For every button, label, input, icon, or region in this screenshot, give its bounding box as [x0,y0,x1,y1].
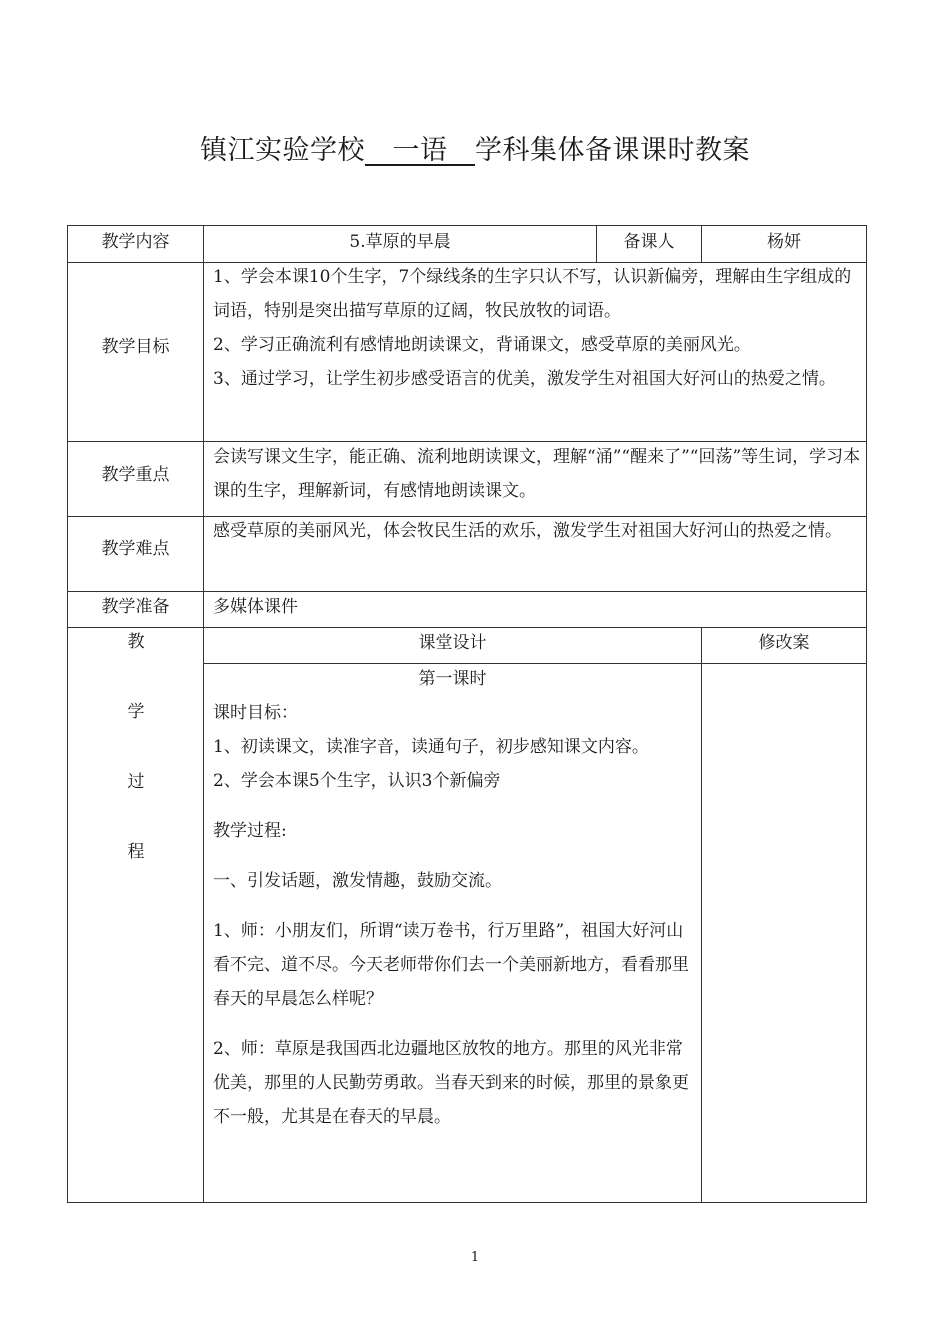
revision-header: 修改案 [758,633,810,653]
page-number: 1 [470,1250,480,1265]
process-label-char: 程 [127,842,145,862]
title-prefix: 镇江实验学校 [200,135,365,166]
title-suffix: 学科集体备课课时教案 [475,135,750,166]
step-heading: 一、引发话题，激发情趣，鼓励交流。 [213,871,502,891]
process-label-char: 过 [127,772,145,792]
objective-item: 2、学会本课5个生字，认识3个新偏旁 [213,771,501,791]
objective-item: 1、初读课文，读准字音，读通句子，初步感知课文内容。 [213,737,649,757]
teacher-paragraph: 1、师：小朋友们，所谓“读万卷书，行万里路”，祖国大好河山看不完、道不尽。今天老师带你们去一个美丽新地方，看看那里春天的早晨怎么样呢？ [213,921,689,1009]
goal-line: 3、通过学习，让学生初步感受语言的优美，激发学生对祖国大好河山的热爱之情。 [213,369,836,389]
goal-line: 1、学会本课10个生字，7个绿线条的生字只认不写，认识新偏旁，理解由生字组成的词语，特别是突出描写草原的辽阔，牧民放牧的词语。 [213,267,852,321]
preparer-label: 备课人 [623,232,675,252]
design-header: 课堂设计 [418,633,487,653]
lesson-body [213,696,695,1134]
difficulties-label: 教学难点 [101,539,170,559]
preparation-text: 多媒体课件 [213,597,298,617]
preparer-value: 杨妍 [767,232,801,252]
teacher-paragraph: 2、师：草原是我国西北边疆地区放牧的地方。那里的风光非常优美，那里的人民勤劳勇敢。当春天到来的时候，那里的景象更不一般，尤其是在春天的早晨。 [213,1039,689,1127]
content-value: 5.草原的早晨 [349,232,451,252]
process-label-char: 学 [127,702,145,722]
difficulties-text: 感受草原的美丽风光，体会牧民生活的欢乐，激发学生对祖国大好河山的热爱之情。 [213,521,842,541]
document-title [0,128,950,167]
preparation-label: 教学准备 [101,597,170,617]
title-subject: 一语 [365,135,475,166]
content-label: 教学内容 [101,232,170,252]
process-heading: 教学过程: [213,821,287,841]
key-points-label: 教学重点 [101,465,170,485]
goals-text [213,260,861,396]
lesson-title: 第一课时 [418,669,487,689]
goals-label: 教学目标 [101,337,170,357]
goal-line: 2、学习正确流利有感情地朗读课文，背诵课文，感受草原的美丽风光。 [213,335,751,355]
key-points-text: 会读写课文生字，能正确、流利地朗读课文，理解“涌”“醒来了”“回荡”等生词，学习本课的生字，理解新词，有感情地朗读课文。 [213,447,861,501]
process-label-char: 教 [127,632,145,652]
objective-heading: 课时目标： [213,703,298,723]
